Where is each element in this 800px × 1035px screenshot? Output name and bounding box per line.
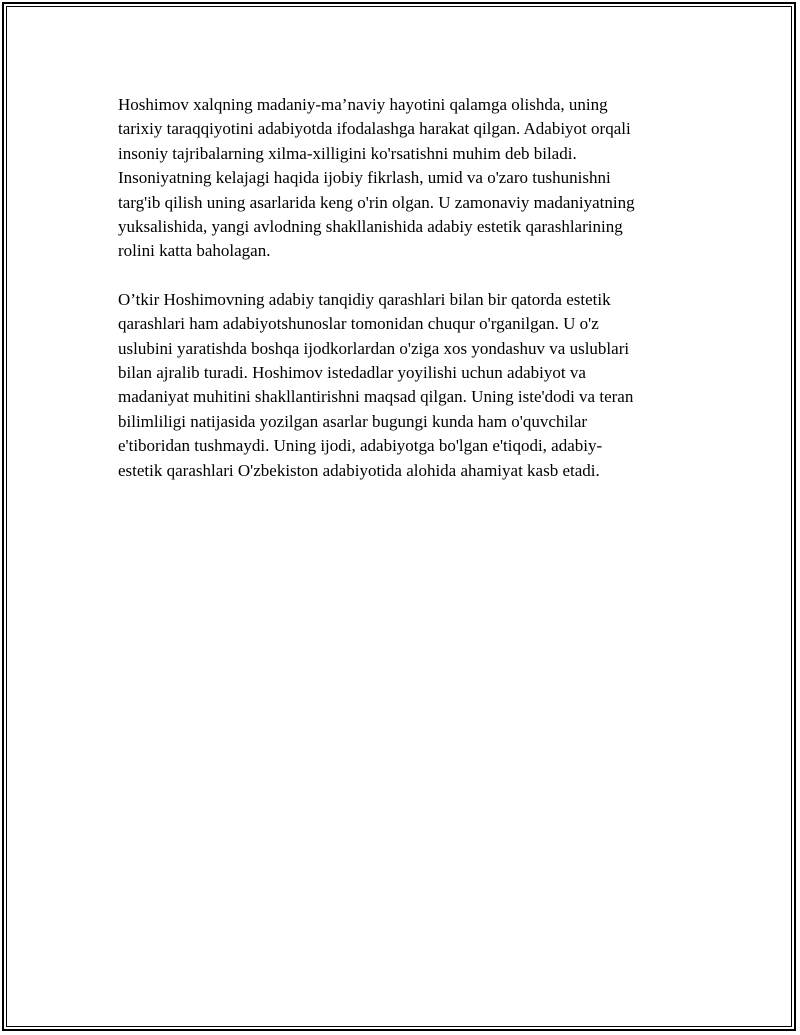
document-body <box>118 93 698 507</box>
paragraph-1: Hoshimov xalqning madaniy-ma’naviy hayotini qalamga olishda, uning tarixiy taraqqiyotini adabiyotda ifodalashga harakat qilgan. Adabiyot orqali insoniy tajribalarning xilma-xilligini ko'rsatishni muhim deb biladi. Insoniyatning kelajagi haqida ijobiy fikrlash, umid va o'zaro tushunishni targ'ib qilish uning asarlarida keng o'rin olgan. U zamonaviy madaniyatning yuksalishida, yangi avlodning shakllanishida adabiy estetik qarashlarining rolini katta baholagan. <box>118 95 635 261</box>
paragraph-2: O’tkir Hoshimovning adabiy tanqidiy qarashlari bilan bir qatorda estetik qarashlari ham adabiyotshunoslar tomonidan chuqur o'rganilgan. U o'z uslubini yaratishda boshqa ijodkorlardan o'ziga xos yondashuv va uslublari bilan ajralib turadi. Hoshimov istedadlar yoyilishi uchun adabiyot va madaniyat muhitini shakllantirishni maqsad qilgan. Uning iste'dodi va teran bilimliligi natijasida yozilgan asarlar bugungi kunda ham o'quvchilar e'tiboridan tushmaydi. Uning ijodi, adabiyotga bo'lgan e'tiqodi, adabiy- estetik qarashlari O'zbekiston adabiyotida alohida ahamiyat kasb etadi. <box>118 289 634 480</box>
